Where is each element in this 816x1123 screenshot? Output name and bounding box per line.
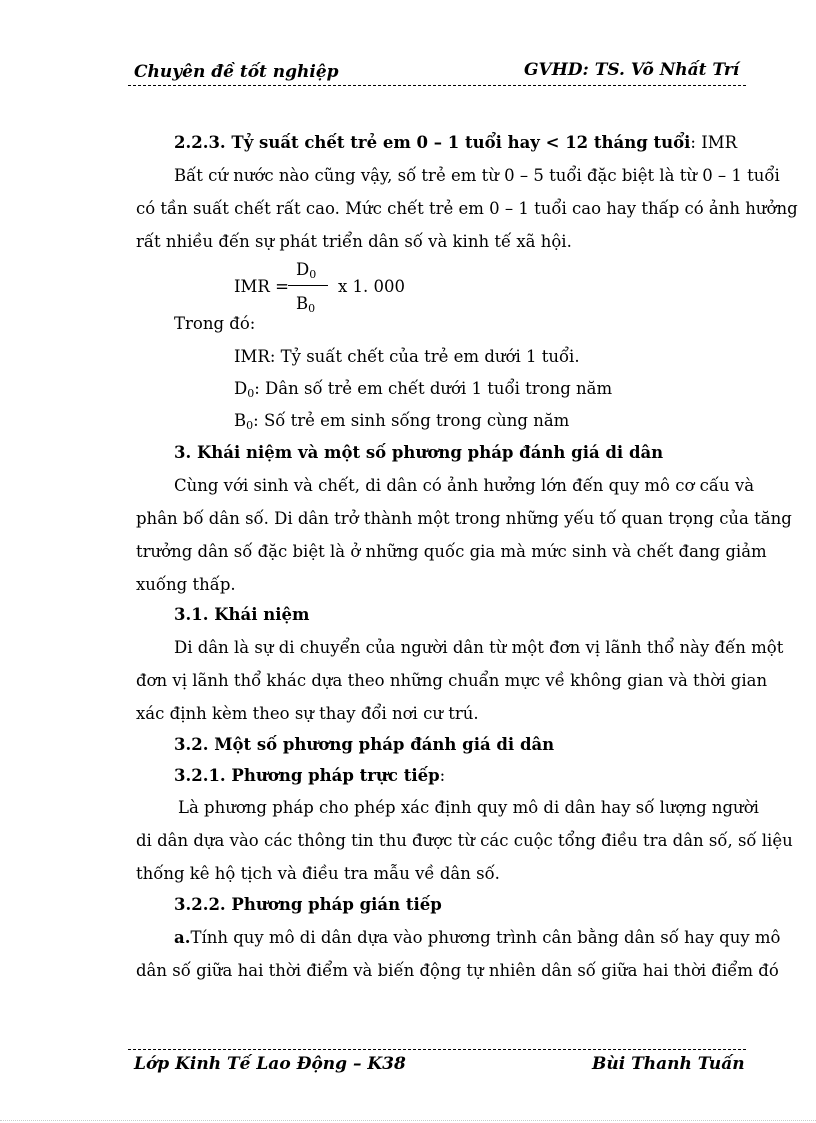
heading-3: 3. Khái niệm và một số phương pháp đánh giá di dân <box>174 443 664 462</box>
formula-multiplier: x 1. 000 <box>338 277 406 296</box>
heading-2-2-3 <box>174 133 737 152</box>
formula-num-sub: 0 <box>309 268 317 281</box>
paragraph-line: xuống thấp. <box>136 575 236 594</box>
formula-lhs: IMR = <box>234 277 289 296</box>
footer-class: Lớp Kinh Tế Lao Động – K38 <box>134 1054 406 1074</box>
definition-imr: IMR: Tỷ suất chết của trẻ em dưới 1 tuổi. <box>234 347 580 366</box>
fraction-bar <box>288 285 328 286</box>
trong-do-label: Trong đó: <box>174 314 256 333</box>
header-advisor: GVHD: TS. Võ Nhất Trí <box>524 60 740 80</box>
paragraph-line: Bất cứ nước nào cũng vậy, số trẻ em từ 0 – 5 tuổi đặc biệt là từ 0 – 1 tuổi <box>174 166 780 185</box>
footer-rule <box>128 1049 746 1050</box>
def-d0-sub: 0 <box>247 387 255 400</box>
paragraph-line: rất nhiều đến sự phát triển dân số và kinh tế xã hội. <box>136 232 572 251</box>
paragraph-line <box>174 928 781 947</box>
page-edge-dots <box>0 1120 816 1121</box>
paragraph-line: Cùng với sinh và chết, di dân có ảnh hưởng lớn đến quy mô cơ cấu và <box>174 476 755 495</box>
item-a-lead: a. <box>174 928 191 947</box>
paragraph-line: đơn vị lãnh thổ khác dựa theo những chuẩn mực về không gian và thời gian <box>136 671 768 690</box>
heading-3-2-1 <box>174 766 445 785</box>
item-a-text: Tính quy mô di dân dựa vào phương trình cân bằng dân số hay quy mô <box>190 928 781 947</box>
paragraph-line: Di dân là sự di chuyển của người dân từ một đơn vị lãnh thổ này đến một <box>174 638 784 657</box>
definition-d0 <box>234 379 612 400</box>
def-b0-text: : Số trẻ em sinh sống trong cùng năm <box>253 411 570 430</box>
formula-num-symbol: D <box>296 260 310 279</box>
header-rule <box>128 85 746 86</box>
paragraph-line: có tần suất chết rất cao. Mức chết trẻ em 0 – 1 tuổi cao hay thấp có ảnh hưởng <box>136 199 798 218</box>
heading-3-2-1-text: 3.2.1. Phương pháp trực tiếp <box>174 766 440 785</box>
paragraph-line: trưởng dân số đặc biệt là ở những quốc gia mà mức sinh và chết đang giảm <box>136 542 767 561</box>
formula-numerator <box>296 260 316 281</box>
paragraph-line: Là phương pháp cho phép xác định quy mô di dân hay số lượng người <box>178 798 759 817</box>
formula-den-sub: 0 <box>308 302 316 315</box>
paragraph-line: dân số giữa hai thời điểm và biến động tự nhiên dân số giữa hai thời điểm đó <box>136 961 779 980</box>
paragraph-line: thống kê hộ tịch và điều tra mẫu về dân số. <box>136 864 500 883</box>
paragraph-line: xác định kèm theo sự thay đổi nơi cư trú. <box>136 704 479 723</box>
def-b0-symbol: B <box>234 411 247 430</box>
formula-denominator <box>296 294 315 315</box>
formula-den-symbol: B <box>296 294 309 313</box>
heading-2-2-3-tail: : IMR <box>690 133 738 152</box>
heading-3-2: 3.2. Một số phương pháp đánh giá di dân <box>174 735 555 754</box>
def-d0-text: : Dân số trẻ em chết dưới 1 tuổi trong năm <box>254 379 613 398</box>
def-b0-sub: 0 <box>246 419 254 432</box>
paragraph-line: di dân dựa vào các thông tin thu được từ các cuộc tổng điều tra dân số, số liệu <box>136 831 793 850</box>
paragraph-line: phân bố dân số. Di dân trở thành một trong những yếu tố quan trọng của tăng <box>136 509 792 528</box>
header-title: Chuyên đề tốt nghiệp <box>134 62 339 82</box>
heading-2-2-3-text: 2.2.3. Tỷ suất chết trẻ em 0 – 1 tuổi hay < 12 tháng tuổi <box>174 133 691 152</box>
heading-3-2-2: 3.2.2. Phương pháp gián tiếp <box>174 895 442 914</box>
def-d0-symbol: D <box>234 379 248 398</box>
footer-author: Bùi Thanh Tuấn <box>592 1054 745 1074</box>
heading-3-1: 3.1. Khái niệm <box>174 605 310 624</box>
definition-b0 <box>234 411 569 432</box>
heading-3-2-1-tail: : <box>439 766 446 785</box>
